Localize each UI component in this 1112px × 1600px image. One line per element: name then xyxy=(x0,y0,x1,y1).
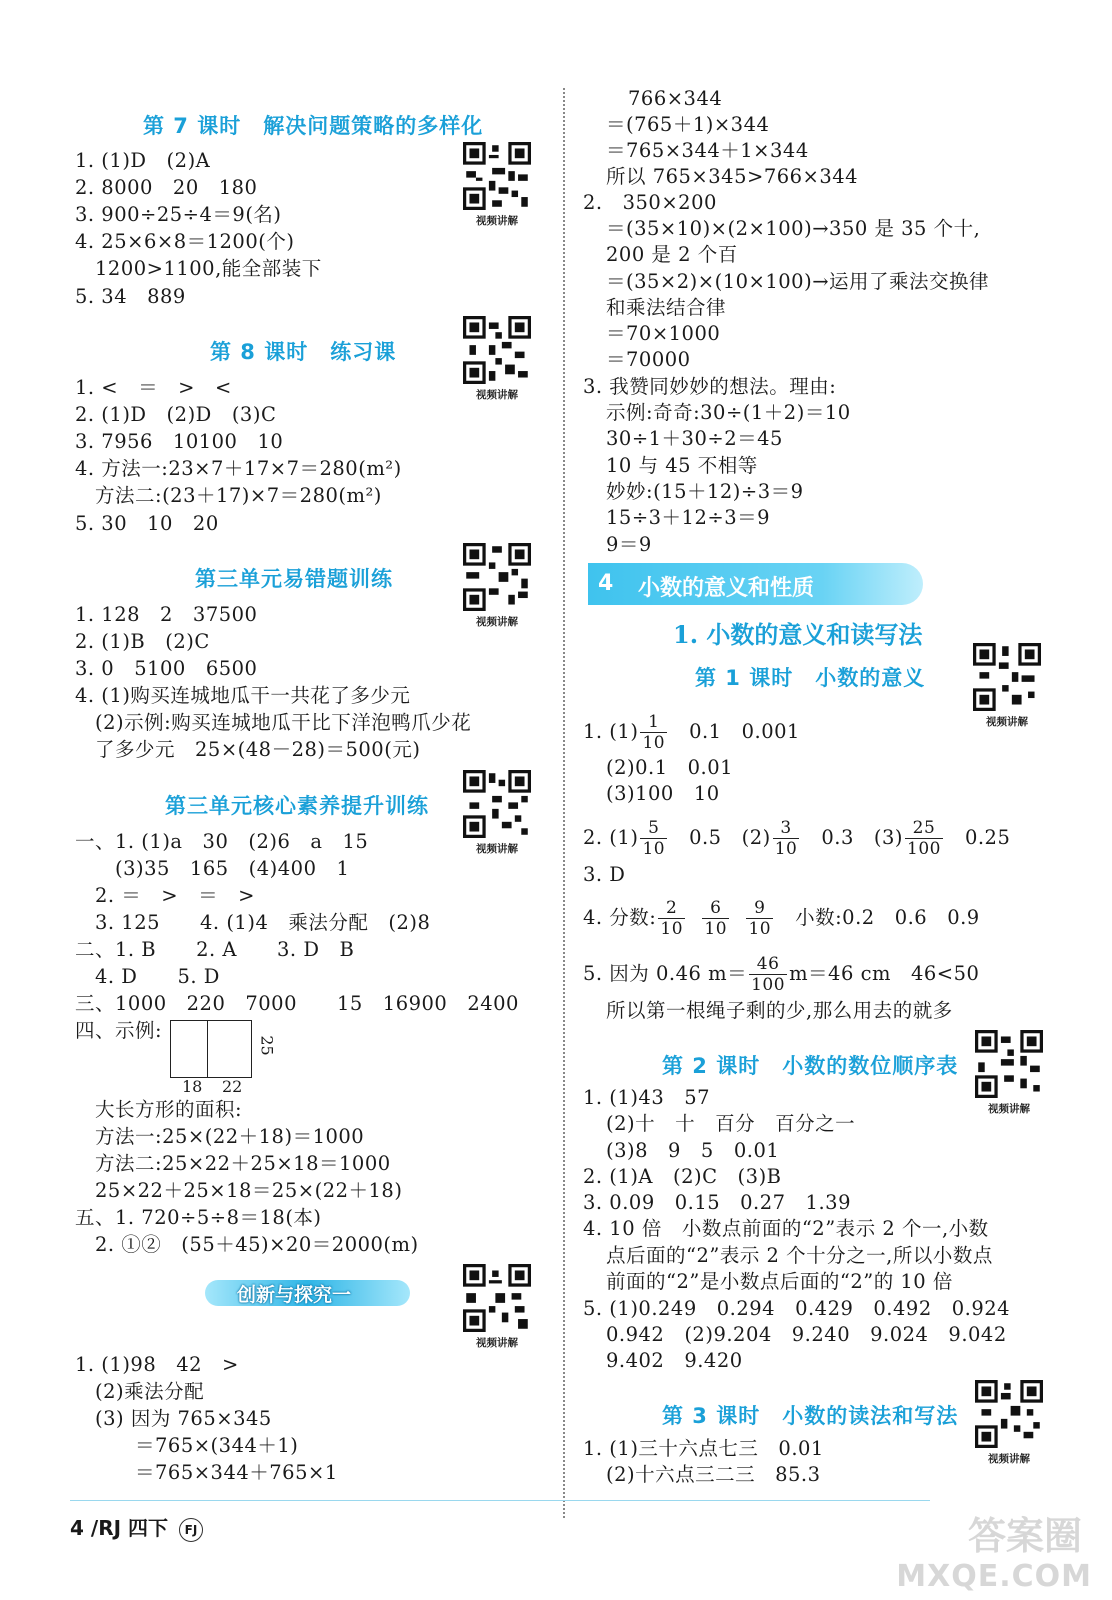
answer-line: 2. (1)A (2)C (3)B xyxy=(583,1165,782,1188)
qr-caption: 视频讲解 xyxy=(988,1453,1030,1465)
qr-code[interactable] xyxy=(975,1380,1043,1466)
explore-banner xyxy=(205,1280,410,1306)
answer-line: ＝765×(344＋1) xyxy=(75,1434,299,1457)
answer-line: 1. (1)98 42 > xyxy=(75,1353,239,1376)
answer-line: 5. 34 889 xyxy=(75,285,186,308)
chapter-title: 1. 小数的意义和读写法 xyxy=(673,620,923,649)
answer-line: 5. (1)0.249 0.294 0.429 0.492 0.924 xyxy=(583,1297,1011,1320)
answer-line: 4. (1)购买连城地瓜干一共花了多少元 xyxy=(75,684,411,707)
answer-line: 3. 0.09 0.15 0.27 1.39 xyxy=(583,1191,851,1214)
fraction: $\frac{2}{10}$ xyxy=(660,898,684,939)
answer-line: ＝(35×2)×(10×100)→运用了乘法交换律 xyxy=(606,270,990,293)
answer-line: 2. ①② (55＋45)×20＝2000(m) xyxy=(75,1233,419,1256)
answer-line: 五、1. 720÷5÷8＝18(本) xyxy=(75,1206,322,1229)
unit-number: 4 xyxy=(598,571,614,596)
answer-line: (2)乘法分配 xyxy=(75,1380,205,1403)
qr-caption: 视频讲解 xyxy=(986,716,1028,728)
answer-line: 了多少元 25×(48－28)＝500(元) xyxy=(75,738,421,761)
answer-line: (3) 因为 765×345 xyxy=(75,1407,272,1430)
q-text: 0.1 0.001 xyxy=(669,720,800,743)
qr-code-icon xyxy=(463,316,531,384)
qr-caption: 视频讲解 xyxy=(988,1103,1030,1115)
answer-line: 4. 分数: $\frac{2}{10}$ $\frac{6}{10}$ $\frac{9}{10}$ 小数:0.2 0.6 0.9 xyxy=(583,898,980,939)
fraction: $\frac{6}{10}$ xyxy=(704,898,728,939)
qr-caption: 视频讲解 xyxy=(476,843,518,855)
qr-caption: 视频讲解 xyxy=(476,215,518,227)
answer-line: 1. < ＝ > < xyxy=(75,376,232,399)
answer-line: 10 与 45 不相等 xyxy=(606,454,758,477)
page-footer xyxy=(70,1512,203,1542)
qr-code-icon xyxy=(463,1264,531,1332)
qr-code-icon xyxy=(463,770,531,838)
watermark-url: MXQE.COM xyxy=(896,1559,1092,1594)
answer-line: 200 是 2 个百 xyxy=(606,243,738,266)
answer-line: (3)35 165 (4)400 1 xyxy=(75,857,350,880)
qr-code[interactable] xyxy=(463,770,531,856)
answer-line: 4. D 5. D xyxy=(75,965,220,988)
answer-line: 方法一:25×(22＋18)＝1000 xyxy=(75,1125,365,1148)
answer-line: (3)8 9 5 0.01 xyxy=(606,1139,780,1162)
lesson-7-title: 第 7 课时 解决问题策略的多样化 xyxy=(143,114,484,138)
fraction: $\frac{25}{100}$ xyxy=(907,818,941,859)
answer-line: 所以第一根绳子剩的少,那么用去的就多 xyxy=(606,999,953,1022)
answer-line: 1. (1)三十六点七三 0.01 xyxy=(583,1437,824,1460)
answer-line: 25×22＋25×18＝25×(22＋18) xyxy=(75,1179,403,1202)
qr-code[interactable] xyxy=(973,643,1041,729)
fraction: $\frac{1}{10}$ xyxy=(642,712,666,753)
answer-line: 3. 900÷25÷4＝9(名) xyxy=(75,203,282,226)
answer-line: (2)十 十 百分 百分之一 xyxy=(606,1112,856,1135)
lesson-2-title: 第 2 课时 小数的数位顺序表 xyxy=(662,1054,959,1078)
qr-caption: 视频讲解 xyxy=(476,1337,518,1349)
q-label: 2. (1) xyxy=(583,826,639,849)
answer-line: 点后面的“2”表示 2 个十分之一,所以小数点 xyxy=(606,1244,993,1267)
answer-line: 2. (1)B (2)C xyxy=(75,630,210,653)
answer-line: 4. 25×6×8＝1200(个) xyxy=(75,230,295,253)
answer-line: 二、1. B 2. A 3. D B xyxy=(75,938,355,961)
rectangle-diagram xyxy=(170,1020,252,1078)
answer-line: 妙妙:(15＋12)÷3＝9 xyxy=(606,480,804,503)
qr-caption: 视频讲解 xyxy=(476,389,518,401)
answer-line: ＝70000 xyxy=(606,348,691,371)
answer-line: 0.942 (2)9.204 9.240 9.024 9.042 xyxy=(606,1323,1007,1346)
answer-line: 766×344 xyxy=(628,87,723,110)
answer-line: ＝(765＋1)×344 xyxy=(606,113,770,136)
answer-line: (2)示例:购买连城地瓜干比下洋泡鸭爪少花 xyxy=(75,711,472,734)
q-label: 4. 分数: xyxy=(583,906,657,929)
diagram-label-right: 22 xyxy=(222,1077,243,1096)
qr-code-icon xyxy=(973,643,1041,711)
qr-code[interactable] xyxy=(463,1264,531,1350)
lesson-3-title: 第 3 课时 小数的读法和写法 xyxy=(662,1404,959,1428)
answer-line: 3. 125 4. (1)4 乘法分配 (2)8 xyxy=(75,911,431,934)
qr-code-icon xyxy=(975,1380,1043,1448)
answer-line: 3. 0 5100 6500 xyxy=(75,657,258,680)
footer-rule xyxy=(70,1500,930,1501)
answer-line: 9＝9 xyxy=(606,533,652,556)
qr-code[interactable] xyxy=(975,1030,1043,1116)
answer-line: 1. (1)43 57 xyxy=(583,1086,711,1109)
answer-line: (2)0.1 0.01 xyxy=(606,756,734,779)
answer-line: 2. (1)D (2)D (3)C xyxy=(75,403,277,426)
answer-line: ＝70×1000 xyxy=(606,322,721,345)
explore-title: 创新与探究一 xyxy=(237,1284,352,1306)
answer-line: 2. (1) $\frac{5}{10}$ 0.5 (2) $\frac{3}{10}$ 0.3 (3) $\frac{25}{100}$ 0.25 xyxy=(583,818,1011,859)
qr-code[interactable] xyxy=(463,142,531,228)
answer-line xyxy=(583,712,800,753)
answer-line: (3)100 10 xyxy=(606,782,720,805)
answer-line: 1200>1100,能全部装下 xyxy=(75,257,322,280)
watermark-logo: 答案圈 xyxy=(967,1514,1082,1558)
answer-line: 5. 因为 0.46 m＝ $\frac{46}{100}$ m＝46 cm 46<50 xyxy=(583,954,980,995)
q-label: 5. 因为 0.46 m＝ xyxy=(583,962,748,985)
unit-4-banner xyxy=(588,563,923,605)
answer-line: 四、示例: xyxy=(75,1019,163,1042)
q-label: 1. (1) xyxy=(583,720,639,743)
answer-line: 3. 我赞同妙妙的想法。理由: xyxy=(583,375,837,398)
fraction: $\frac{5}{10}$ xyxy=(642,818,666,859)
column-divider xyxy=(563,88,565,1518)
answer-line: 5. 30 10 20 xyxy=(75,512,219,535)
fraction: $\frac{46}{100}$ xyxy=(751,954,786,995)
answer-line: 30÷1＋30÷2＝45 xyxy=(606,427,783,450)
answer-line: 2. 8000 20 180 xyxy=(75,176,258,199)
diagram-label-left: 18 xyxy=(182,1077,203,1096)
answer-line: 方法二:(23＋17)×7＝280(m²) xyxy=(75,484,382,507)
page-number: 4 xyxy=(70,1516,84,1540)
answer-line: 2. ＝ > ＝ > xyxy=(75,884,255,907)
answer-line: 示例:奇奇:30÷(1＋2)＝10 xyxy=(606,401,851,424)
qr-caption: 视频讲解 xyxy=(476,616,518,628)
answer-line: 4. 10 倍 小数点前面的“2”表示 2 个一,小数 xyxy=(583,1217,989,1240)
edition-label: /RJ 四下 xyxy=(90,1516,168,1540)
answer-line: 三、1000 220 7000 15 16900 2400 xyxy=(75,992,519,1015)
fraction: $\frac{3}{10}$ xyxy=(774,818,798,859)
answer-line: 方法二:25×22＋25×18＝1000 xyxy=(75,1152,391,1175)
answer-line: ＝(35×10)×(2×100)→350 是 35 个十, xyxy=(606,217,981,240)
answer-line: 1. (1)D (2)A xyxy=(75,149,211,172)
lesson-1-title: 第 1 课时 小数的意义 xyxy=(695,666,926,690)
answer-line: ＝765×344＋765×1 xyxy=(75,1461,338,1484)
edition-badge: FJ xyxy=(179,1518,203,1542)
answer-line: 1. 128 2 37500 xyxy=(75,603,258,626)
qr-code-icon xyxy=(463,142,531,210)
diagram-label-side: 25 xyxy=(257,1035,277,1056)
unit-3-core-title: 第三单元核心素养提升训练 xyxy=(165,794,429,818)
lesson-8-title: 第 8 课时 练习课 xyxy=(210,340,397,364)
answer-line: 大长方形的面积: xyxy=(75,1098,243,1121)
answer-line: 一、1. (1)a 30 (2)6 a 15 xyxy=(75,830,369,853)
answer-line: 3. 7956 10100 10 xyxy=(75,430,284,453)
answer-line: ＝765×344＋1×344 xyxy=(606,139,809,162)
answer-line: 前面的“2”是小数点后面的“2”的 10 倍 xyxy=(606,1270,953,1293)
answer-line: 4. 方法一:23×7＋17×7＝280(m²) xyxy=(75,457,402,480)
answer-line: 所以 765×345>766×344 xyxy=(606,165,859,188)
unit-3-error-title: 第三单元易错题训练 xyxy=(195,567,393,591)
fraction: $\frac{9}{10}$ xyxy=(748,898,772,939)
answer-line: (2)十六点三二三 85.3 xyxy=(606,1463,821,1486)
unit-title: 小数的意义和性质 xyxy=(638,576,815,601)
qr-code-icon xyxy=(975,1030,1043,1098)
qr-code[interactable] xyxy=(463,316,531,402)
answer-line: 9.402 9.420 xyxy=(606,1349,743,1372)
answer-line: 3. D xyxy=(583,863,626,886)
answer-line: 15÷3＋12÷3＝9 xyxy=(606,506,771,529)
qr-code[interactable] xyxy=(463,543,531,629)
answer-line: 和乘法结合律 xyxy=(606,296,727,319)
qr-code-icon xyxy=(463,543,531,611)
answer-line: 2. 350×200 xyxy=(583,191,717,214)
